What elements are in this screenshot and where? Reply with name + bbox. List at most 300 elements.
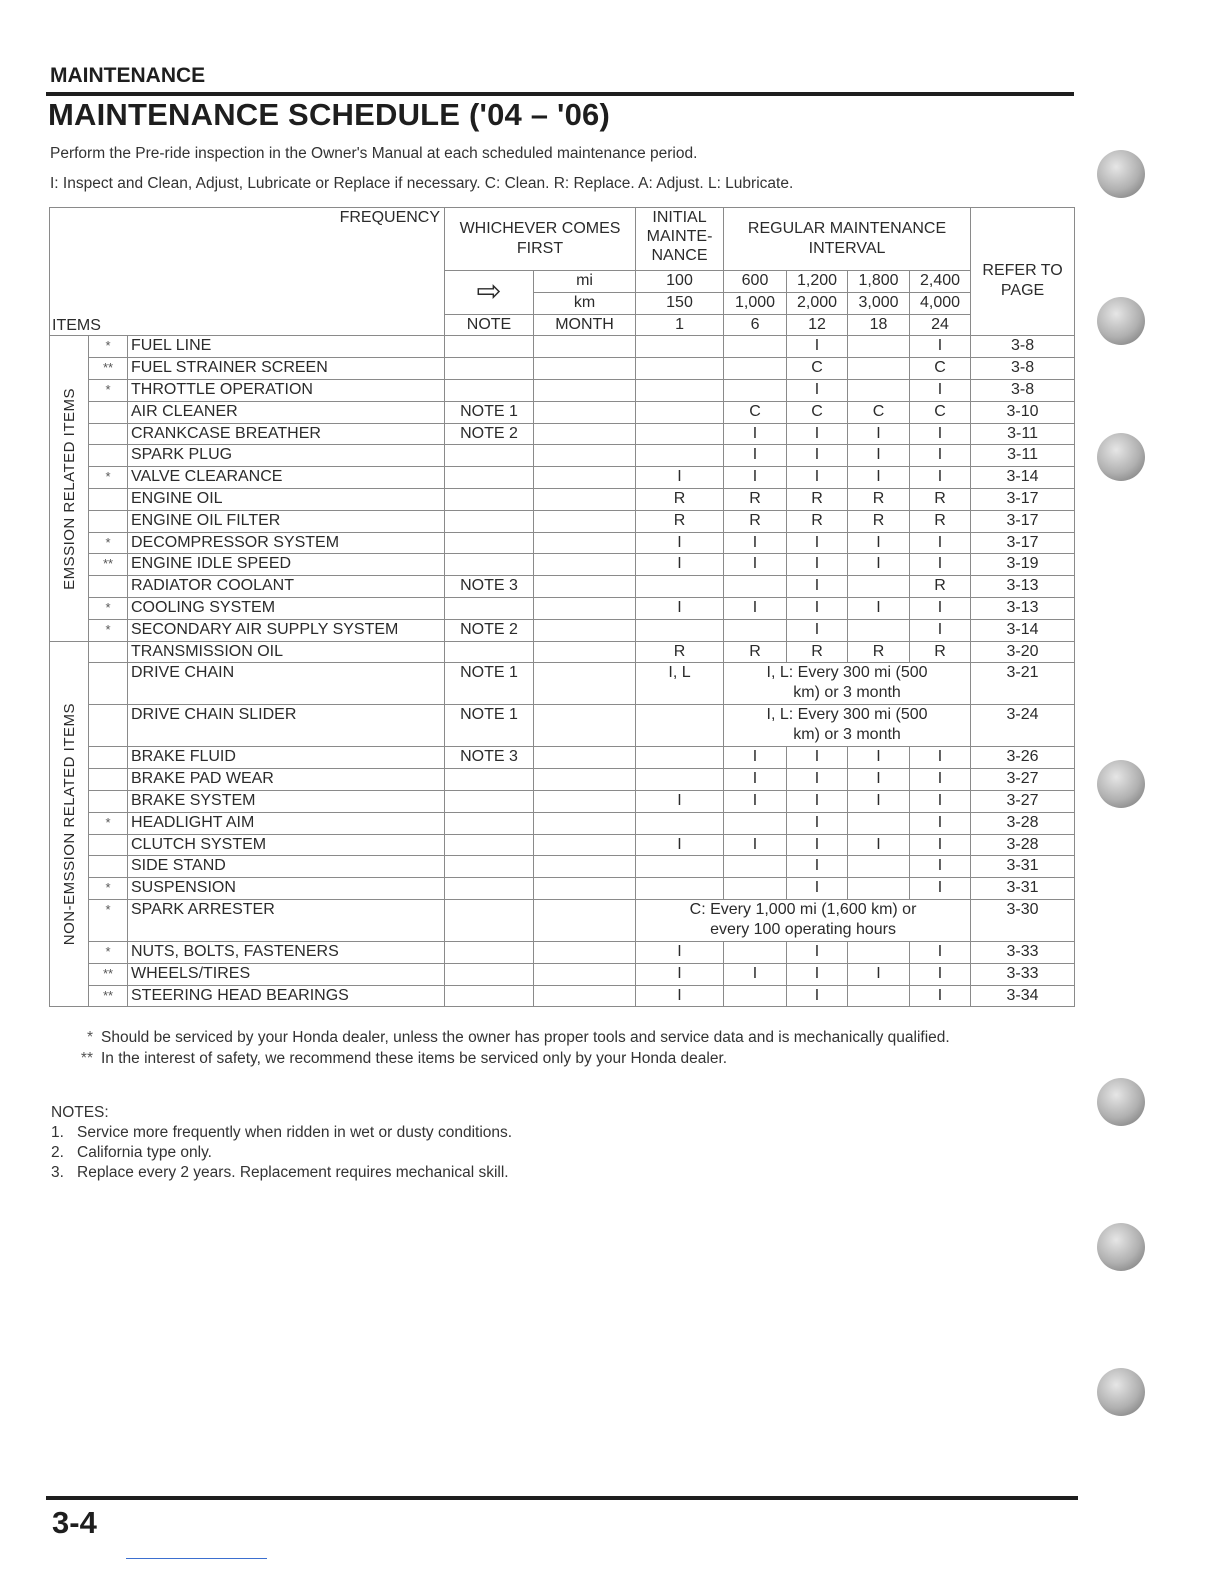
table-row — [50, 554, 1075, 576]
item-note: NOTE 2 — [445, 619, 534, 641]
service-mark: * — [89, 899, 128, 941]
interval-value: I — [848, 467, 910, 489]
item-name: TRANSMISSION OIL — [128, 641, 445, 663]
item-note — [445, 834, 534, 856]
page-ref: 3-34 — [971, 985, 1075, 1007]
interval-value: I — [910, 445, 971, 467]
km-value: 4,000 — [910, 292, 971, 314]
service-mark — [89, 705, 128, 747]
page-ref: 3-11 — [971, 445, 1075, 467]
interval-value — [636, 401, 724, 423]
interval-value — [724, 619, 787, 641]
interval-value: I — [910, 878, 971, 900]
table-row — [50, 705, 1075, 747]
interval-value: I — [636, 554, 724, 576]
interval-value — [636, 619, 724, 641]
interval-value: I — [910, 985, 971, 1007]
interval-value: I — [848, 445, 910, 467]
month-cell — [534, 379, 636, 401]
service-mark — [89, 401, 128, 423]
interval-value: I — [787, 379, 848, 401]
month-cell — [534, 401, 636, 423]
interval-value — [724, 812, 787, 834]
item-name: ENGINE IDLE SPEED — [128, 554, 445, 576]
chapter-tab-dot — [1097, 760, 1145, 808]
item-note — [445, 510, 534, 532]
item-note — [445, 963, 534, 985]
items-label: ITEMS — [52, 317, 101, 335]
interval-value: C — [910, 358, 971, 380]
interval-value: I — [724, 532, 787, 554]
interval-value — [636, 336, 724, 358]
service-mark: * — [89, 812, 128, 834]
footnotes — [60, 1027, 1060, 1069]
interval-value: I — [787, 423, 848, 445]
service-mark: * — [89, 941, 128, 963]
interval-value: I — [848, 963, 910, 985]
month-cell — [534, 812, 636, 834]
mi-value: 2,400 — [910, 271, 971, 293]
service-mark: ** — [89, 358, 128, 380]
page-ref: 3-33 — [971, 941, 1075, 963]
month-cell — [534, 941, 636, 963]
interval-value — [848, 878, 910, 900]
interval-text: I, L: Every 300 mi (500 km) or 3 month — [724, 663, 971, 705]
section-label: MAINTENANCE — [50, 64, 206, 87]
item-note — [445, 336, 534, 358]
interval-value: I — [787, 532, 848, 554]
page-ref: 3-21 — [971, 663, 1075, 705]
interval-value: I — [787, 576, 848, 598]
interval-value — [636, 747, 724, 769]
interval-value: I — [910, 554, 971, 576]
interval-value: I — [848, 790, 910, 812]
table-row — [50, 899, 1075, 941]
interval-value: I — [636, 532, 724, 554]
item-name: CLUTCH SYSTEM — [128, 834, 445, 856]
interval-value: I — [636, 941, 724, 963]
month-cell — [534, 899, 636, 941]
page-ref: 3-27 — [971, 790, 1075, 812]
interval-value — [724, 358, 787, 380]
chapter-tab-dot — [1097, 1078, 1145, 1126]
interval-value: C — [848, 401, 910, 423]
item-name: CRANKCASE BREATHER — [128, 423, 445, 445]
emission-group — [50, 336, 89, 641]
table-row — [50, 379, 1075, 401]
page-ref: 3-20 — [971, 641, 1075, 663]
item-name: VALVE CLEARANCE — [128, 467, 445, 489]
month-cell — [534, 856, 636, 878]
page-number: 3-4 — [52, 1505, 97, 1540]
km-value: 3,000 — [848, 292, 910, 314]
top-rule — [46, 92, 1074, 96]
service-mark — [89, 641, 128, 663]
refer-to-page-header: REFER TO PAGE — [971, 208, 1075, 336]
page-ref: 3-10 — [971, 401, 1075, 423]
month-cell — [534, 510, 636, 532]
interval-value — [848, 358, 910, 380]
interval-value: C — [787, 358, 848, 380]
item-name: BRAKE PAD WEAR — [128, 769, 445, 791]
non-emission-group — [50, 641, 89, 1007]
interval-value: R — [724, 641, 787, 663]
item-name: AIR CLEANER — [128, 401, 445, 423]
item-note: NOTE 1 — [445, 663, 534, 705]
km-value: 150 — [636, 292, 724, 314]
interval-value: I — [910, 336, 971, 358]
interval-value — [848, 619, 910, 641]
note-number: 3. — [51, 1164, 64, 1181]
footnote-single-asterisk — [60, 1027, 1060, 1048]
page-ref: 3-14 — [971, 467, 1075, 489]
month-cell — [534, 576, 636, 598]
item-note — [445, 641, 534, 663]
notes-section — [51, 1103, 512, 1183]
table-row — [50, 445, 1075, 467]
item-note — [445, 812, 534, 834]
table-row — [50, 532, 1075, 554]
chapter-tab-dot — [1097, 1223, 1145, 1271]
interval-value: R — [848, 488, 910, 510]
interval-value: I — [910, 379, 971, 401]
page-ref: 3-24 — [971, 705, 1075, 747]
item-name: SPARK PLUG — [128, 445, 445, 467]
item-note — [445, 532, 534, 554]
interval-value — [636, 856, 724, 878]
item-note — [445, 467, 534, 489]
interval-value: I — [910, 769, 971, 791]
table-row — [50, 488, 1075, 510]
month-value: 18 — [848, 314, 910, 336]
month-cell — [534, 663, 636, 705]
page-ref: 3-33 — [971, 963, 1075, 985]
item-name: RADIATOR COOLANT — [128, 576, 445, 598]
group-label: EMSSION RELATED ITEMS — [60, 387, 78, 590]
note-label: NOTE — [445, 314, 534, 336]
initial-value — [636, 705, 724, 747]
table-row — [50, 812, 1075, 834]
km-label: km — [534, 292, 636, 314]
group-label: NON-EMSSION RELATED ITEMS — [60, 702, 78, 946]
km-value: 1,000 — [724, 292, 787, 314]
page-ref: 3-28 — [971, 834, 1075, 856]
page-ref: 3-13 — [971, 576, 1075, 598]
page-ref: 3-8 — [971, 336, 1075, 358]
arrow-icon: ⇨ — [445, 271, 534, 315]
footnote-text: Should be serviced by your Honda dealer, unless the owner has proper tools and service data and is mechanically qualified. — [101, 1029, 950, 1046]
interval-value: I — [724, 423, 787, 445]
interval-value: R — [848, 641, 910, 663]
page-ref: 3-17 — [971, 488, 1075, 510]
interval-value: I — [848, 554, 910, 576]
note-number: 2. — [51, 1144, 64, 1161]
table-row — [50, 358, 1075, 380]
interval-value: I — [787, 985, 848, 1007]
month-value: 12 — [787, 314, 848, 336]
page-ref: 3-19 — [971, 554, 1075, 576]
service-mark: * — [89, 597, 128, 619]
interval-value: R — [636, 641, 724, 663]
month-cell — [534, 488, 636, 510]
item-name: SPARK ARRESTER — [128, 899, 445, 941]
month-cell — [534, 878, 636, 900]
interval-value — [724, 985, 787, 1007]
interval-value — [636, 358, 724, 380]
interval-value: R — [787, 641, 848, 663]
month-cell — [534, 747, 636, 769]
item-note — [445, 597, 534, 619]
month-cell — [534, 769, 636, 791]
table-row — [50, 856, 1075, 878]
item-name: SIDE STAND — [128, 856, 445, 878]
table-row — [50, 747, 1075, 769]
interval-value — [848, 379, 910, 401]
interval-value — [848, 856, 910, 878]
footnote-mark: ** — [80, 1050, 93, 1067]
item-name: BRAKE SYSTEM — [128, 790, 445, 812]
interval-value: I — [724, 554, 787, 576]
item-name: DRIVE CHAIN SLIDER — [128, 705, 445, 747]
month-cell — [534, 985, 636, 1007]
mi-value: 100 — [636, 271, 724, 293]
interval-value: I — [787, 963, 848, 985]
month-value: 6 — [724, 314, 787, 336]
interval-value — [724, 878, 787, 900]
service-mark: ** — [89, 554, 128, 576]
interval-value: R — [910, 641, 971, 663]
frequency-items-header — [50, 208, 445, 336]
interval-value: I — [787, 597, 848, 619]
interval-value: I — [910, 619, 971, 641]
service-mark — [89, 747, 128, 769]
page-ref: 3-26 — [971, 747, 1075, 769]
interval-text: C: Every 1,000 mi (1,600 km) or every 100 operating hours — [636, 899, 971, 941]
item-name: NUTS, BOLTS, FASTENERS — [128, 941, 445, 963]
interval-value: I — [787, 812, 848, 834]
mi-value: 600 — [724, 271, 787, 293]
interval-value: I — [910, 941, 971, 963]
interval-value: I — [724, 445, 787, 467]
interval-value: R — [724, 488, 787, 510]
service-mark: ** — [89, 985, 128, 1007]
item-note — [445, 554, 534, 576]
interval-value — [724, 856, 787, 878]
interval-value: I — [724, 467, 787, 489]
chapter-tab-dot — [1097, 150, 1145, 198]
month-cell — [534, 597, 636, 619]
month-cell — [534, 358, 636, 380]
intro-text: Perform the Pre-ride inspection in the Owner's Manual at each scheduled maintenance period. — [50, 145, 698, 162]
table-row — [50, 576, 1075, 598]
table-row — [50, 619, 1075, 641]
item-note — [445, 790, 534, 812]
km-value: 2,000 — [787, 292, 848, 314]
interval-value — [636, 379, 724, 401]
service-mark — [89, 834, 128, 856]
table-row — [50, 985, 1075, 1007]
footnote-text: In the interest of safety, we recommend these items be serviced only by your Honda dealer. — [101, 1050, 728, 1067]
interval-value: I — [910, 834, 971, 856]
item-name: HEADLIGHT AIM — [128, 812, 445, 834]
table-row — [50, 769, 1075, 791]
interval-value — [636, 878, 724, 900]
interval-value: I — [848, 747, 910, 769]
item-name: ENGINE OIL FILTER — [128, 510, 445, 532]
initial-value: I, L — [636, 663, 724, 705]
interval-value: R — [787, 510, 848, 532]
interval-value: I — [787, 834, 848, 856]
page-ref: 3-30 — [971, 899, 1075, 941]
page-ref: 3-8 — [971, 379, 1075, 401]
interval-value: R — [636, 488, 724, 510]
service-mark — [89, 790, 128, 812]
item-name: STEERING HEAD BEARINGS — [128, 985, 445, 1007]
maintenance-schedule-table — [49, 207, 1075, 1007]
initial-maintenance-header: INITIAL MAINTE-NANCE — [636, 208, 724, 271]
interval-value — [724, 576, 787, 598]
interval-value: I — [724, 790, 787, 812]
interval-value: I — [910, 856, 971, 878]
service-mark: * — [89, 467, 128, 489]
footnote-double-asterisk — [60, 1048, 1060, 1069]
footnote-mark: * — [86, 1029, 93, 1046]
item-note — [445, 878, 534, 900]
interval-value — [848, 812, 910, 834]
item-note — [445, 379, 534, 401]
interval-value: C — [787, 401, 848, 423]
note-item — [51, 1163, 512, 1183]
table-row — [50, 336, 1075, 358]
note-text: Service more frequently when ridden in wet or dusty conditions. — [77, 1124, 513, 1141]
interval-value: I — [724, 963, 787, 985]
item-note: NOTE 2 — [445, 423, 534, 445]
interval-value: I — [848, 834, 910, 856]
bottom-rule — [46, 1496, 1078, 1500]
page-ref: 3-17 — [971, 532, 1075, 554]
interval-value: R — [787, 488, 848, 510]
interval-value: I — [910, 790, 971, 812]
month-cell — [534, 619, 636, 641]
interval-value — [848, 576, 910, 598]
table-row — [50, 834, 1075, 856]
interval-value — [724, 379, 787, 401]
month-cell — [534, 705, 636, 747]
interval-value: I — [636, 597, 724, 619]
page-ref: 3-11 — [971, 423, 1075, 445]
page-ref: 3-31 — [971, 878, 1075, 900]
item-note — [445, 358, 534, 380]
month-cell — [534, 641, 636, 663]
table-row — [50, 641, 1075, 663]
service-mark: * — [89, 336, 128, 358]
interval-value — [724, 941, 787, 963]
item-name: FUEL LINE — [128, 336, 445, 358]
note-item — [51, 1123, 512, 1143]
table-row — [50, 963, 1075, 985]
month-cell — [534, 423, 636, 445]
mi-label: mi — [534, 271, 636, 293]
page-ref: 3-28 — [971, 812, 1075, 834]
page-ref: 3-8 — [971, 358, 1075, 380]
legend-text: I: Inspect and Clean, Adjust, Lubricate or Replace if necessary. C: Clean. R: Replace. A: Adjust. L: Lubricate. — [50, 175, 794, 192]
item-note — [445, 856, 534, 878]
regular-interval-header: REGULAR MAINTENANCE INTERVAL — [724, 208, 971, 271]
item-note — [445, 899, 534, 941]
month-value: 1 — [636, 314, 724, 336]
page-ref: 3-14 — [971, 619, 1075, 641]
interval-value — [724, 336, 787, 358]
interval-value: I — [848, 597, 910, 619]
table-row — [50, 597, 1075, 619]
item-name: BRAKE FLUID — [128, 747, 445, 769]
service-mark — [89, 423, 128, 445]
interval-value: C — [724, 401, 787, 423]
page-ref: 3-13 — [971, 597, 1075, 619]
interval-value: I — [724, 747, 787, 769]
item-note — [445, 769, 534, 791]
frequency-label: FREQUENCY — [339, 209, 441, 226]
table-row — [50, 941, 1075, 963]
interval-value: I — [787, 769, 848, 791]
month-cell — [534, 790, 636, 812]
interval-value: R — [910, 576, 971, 598]
table-row — [50, 423, 1075, 445]
table-row — [50, 467, 1075, 489]
page-ref: 3-31 — [971, 856, 1075, 878]
service-mark: ** — [89, 963, 128, 985]
interval-value — [636, 576, 724, 598]
month-label: MONTH — [534, 314, 636, 336]
page-ref: 3-27 — [971, 769, 1075, 791]
whichever-comes-first-header: WHICHEVER COMES FIRST — [445, 208, 636, 271]
item-name: THROTTLE OPERATION — [128, 379, 445, 401]
table-row — [50, 510, 1075, 532]
service-mark: * — [89, 379, 128, 401]
note-text: Replace every 2 years. Replacement requires mechanical skill. — [77, 1164, 509, 1181]
interval-value: I — [636, 467, 724, 489]
month-cell — [534, 467, 636, 489]
notes-title: NOTES: — [51, 1104, 109, 1121]
page-title: MAINTENANCE SCHEDULE ('04 – '06) — [48, 97, 611, 132]
interval-value — [636, 769, 724, 791]
interval-value: I — [910, 812, 971, 834]
interval-value: I — [910, 597, 971, 619]
mi-value: 1,200 — [787, 271, 848, 293]
interval-value: I — [787, 878, 848, 900]
interval-value: C — [910, 401, 971, 423]
note-text: California type only. — [77, 1144, 212, 1161]
month-cell — [534, 554, 636, 576]
table-row — [50, 878, 1075, 900]
service-mark: * — [89, 532, 128, 554]
table-row — [50, 401, 1075, 423]
interval-value: I — [848, 769, 910, 791]
table-row — [50, 663, 1075, 705]
item-name: DECOMPRESSOR SYSTEM — [128, 532, 445, 554]
interval-value — [636, 445, 724, 467]
table-row — [50, 790, 1075, 812]
item-note: NOTE 3 — [445, 747, 534, 769]
service-mark — [89, 576, 128, 598]
note-number: 1. — [51, 1124, 64, 1141]
service-mark: * — [89, 619, 128, 641]
chapter-tab-dot — [1097, 297, 1145, 345]
interval-value: I — [787, 467, 848, 489]
note-item — [51, 1143, 512, 1163]
interval-text: I, L: Every 300 mi (500 km) or 3 month — [724, 705, 971, 747]
item-name: ENGINE OIL — [128, 488, 445, 510]
